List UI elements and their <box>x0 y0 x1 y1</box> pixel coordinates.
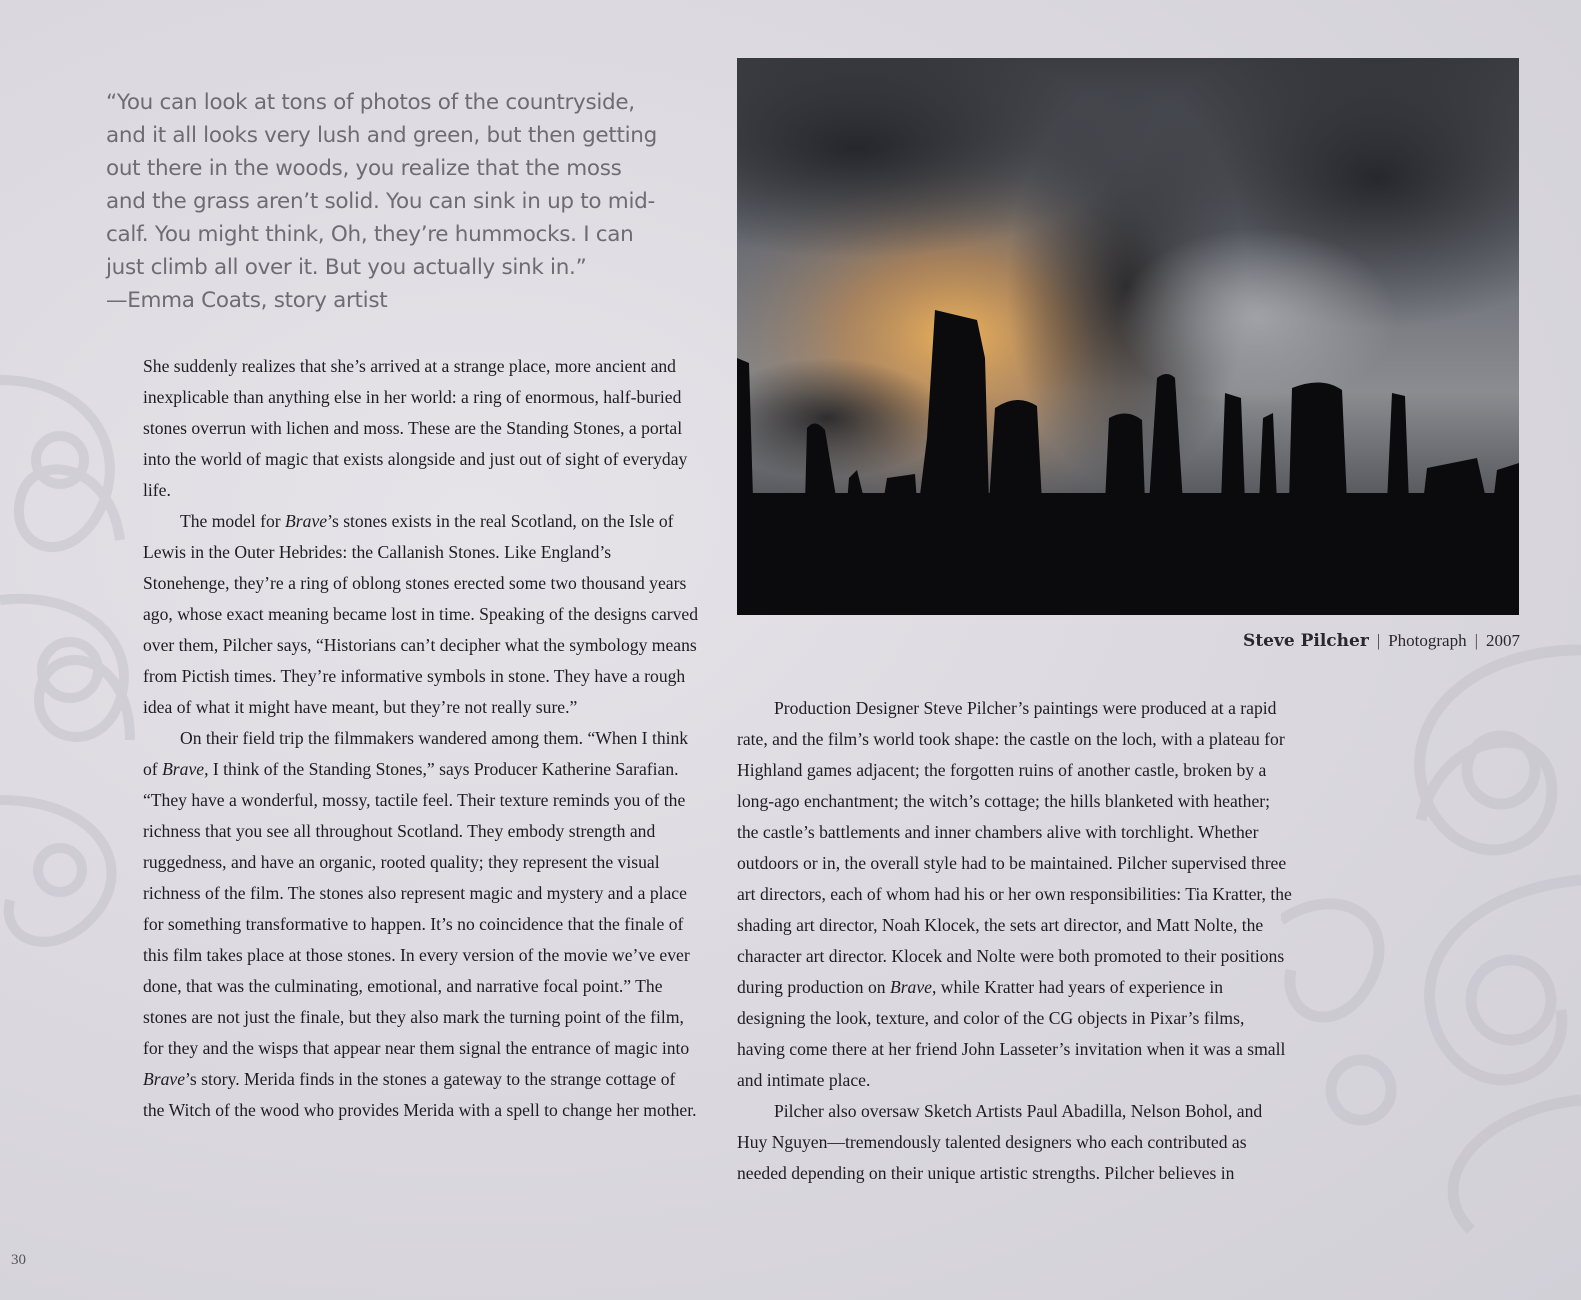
text-run: On their field trip the filmmakers wandered among them. “When I think of <box>143 728 689 779</box>
text-run: , I think of the Standing Stones,” says Producer Katherine Sarafian. “They have a wonderful, mossy, tactile feel. Their texture reminds you of the richness that you see all throughout Scotland. They embody strength and ruggedness, and have an organic, rooted quality; they represent the visual richness of the film. The stones also represent magic and mystery and a place for something transformative to happen. It’s no coincidence that the finale of this film takes place at those stones. In every version of the movie we’ve ever done, that was the culminating, emotional, and narrative focal point.” The stones are not just the finale, but they also mark the turning point of the film, for they and the wisps that appear near them signal the entrance of magic into <box>143 759 690 1058</box>
film-title: Brave <box>143 1069 186 1089</box>
film-title: Brave <box>889 977 932 997</box>
body-paragraph <box>143 506 699 723</box>
body-paragraph: She suddenly realizes that she’s arrived at a strange place, more ancient and inexplicable than anything else in her world: a ring of enormous, half-buried stones overrun with lichen and moss. These are the Standing Stones, a portal into the world of magic that exists alongside and just out of sight of everyday life. <box>143 356 688 500</box>
text-run: , while Kratter had years of experience in designing the look, texture, and color of the CG objects in Pixar’s films, having come there at her friend John Lasseter’s invitation when it was a small and intimate place. <box>737 977 1286 1090</box>
quote-line: just climb all over it. But you actually sink in.” <box>106 255 587 280</box>
caption-artist: Steve Pilcher <box>1243 631 1369 651</box>
photo-caption <box>1160 631 1520 651</box>
celtic-knot-right-decoration <box>1281 620 1581 1240</box>
film-title: Brave <box>285 511 328 531</box>
quote-line: out there in the woods, you realize that the moss <box>106 156 622 181</box>
pull-quote <box>106 86 666 317</box>
body-paragraph <box>737 693 1293 1096</box>
text-run: ’s story. Merida finds in the stones a gateway to the strange cottage of the Witch of the wood who provides Merida with a spell to change her mother. <box>143 1069 697 1120</box>
caption-separator: | <box>1376 631 1381 650</box>
left-body-column <box>143 351 699 1126</box>
quote-attribution: —Emma Coats, story artist <box>106 288 388 313</box>
text-run: The model for <box>180 511 286 531</box>
page-number: 30 <box>11 1252 26 1268</box>
text-run: ’s stones exists in the real Scotland, on the Isle of Lewis in the Outer Hebrides: the Callanish Stones. Like England’s Stonehenge, they’re a ring of oblong stones erected some two thousand years ago, whose exact meaning became lost in time. Speaking of the designs carved over them, Pilcher says, “Historians can’t decipher what the symbology means from Pictish times. They’re informative symbols in stone. They have a rough idea of what it might have meant, but they’re not really sure.” <box>143 511 699 717</box>
standing-stones-photograph <box>737 58 1519 615</box>
photo-illustration <box>737 58 1519 615</box>
right-body-column <box>737 693 1293 1189</box>
body-paragraph <box>143 723 699 1126</box>
quote-line: “You can look at tons of photos of the countryside, <box>106 90 635 115</box>
caption-medium: Photograph <box>1388 631 1467 650</box>
text-run: Production Designer Steve Pilcher’s paintings were produced at a rapid rate, and the film’s world took shape: the castle on the loch, with a plateau for Highland games adjacent; the forgotten ruins of another castle, broken by a long-ago enchantment; the witch’s cottage; the hills blanketed with heather; the castle’s battlements and inner chambers alive with torchlight. Whether outdoors or in, the overall style had to be maintained. Pilcher supervised three art directors, each of whom had his or her own responsibilities: Tia Kratter, the shading art director, Noah Klocek, the sets art director, and Matt Nolte, the character art director. Klocek and Nolte were both promoted to their positions during production on <box>737 698 1292 997</box>
caption-separator: | <box>1474 631 1478 650</box>
quote-line: calf. You might think, Oh, they’re hummocks. I can <box>106 222 634 247</box>
quote-line: and the grass aren’t solid. You can sink in up to mid- <box>106 189 655 214</box>
celtic-knot-left-decoration <box>0 340 150 980</box>
body-paragraph: Pilcher also oversaw Sketch Artists Paul Abadilla, Nelson Bohol, and Huy Nguyen—tremendously talented designers who each contributed as needed depending on their unique artistic strengths. Pilcher believes in <box>737 1101 1263 1183</box>
film-title: Brave <box>162 759 205 779</box>
quote-line: and it all looks very lush and green, but then getting <box>106 123 657 148</box>
caption-year: 2007 <box>1486 631 1520 650</box>
